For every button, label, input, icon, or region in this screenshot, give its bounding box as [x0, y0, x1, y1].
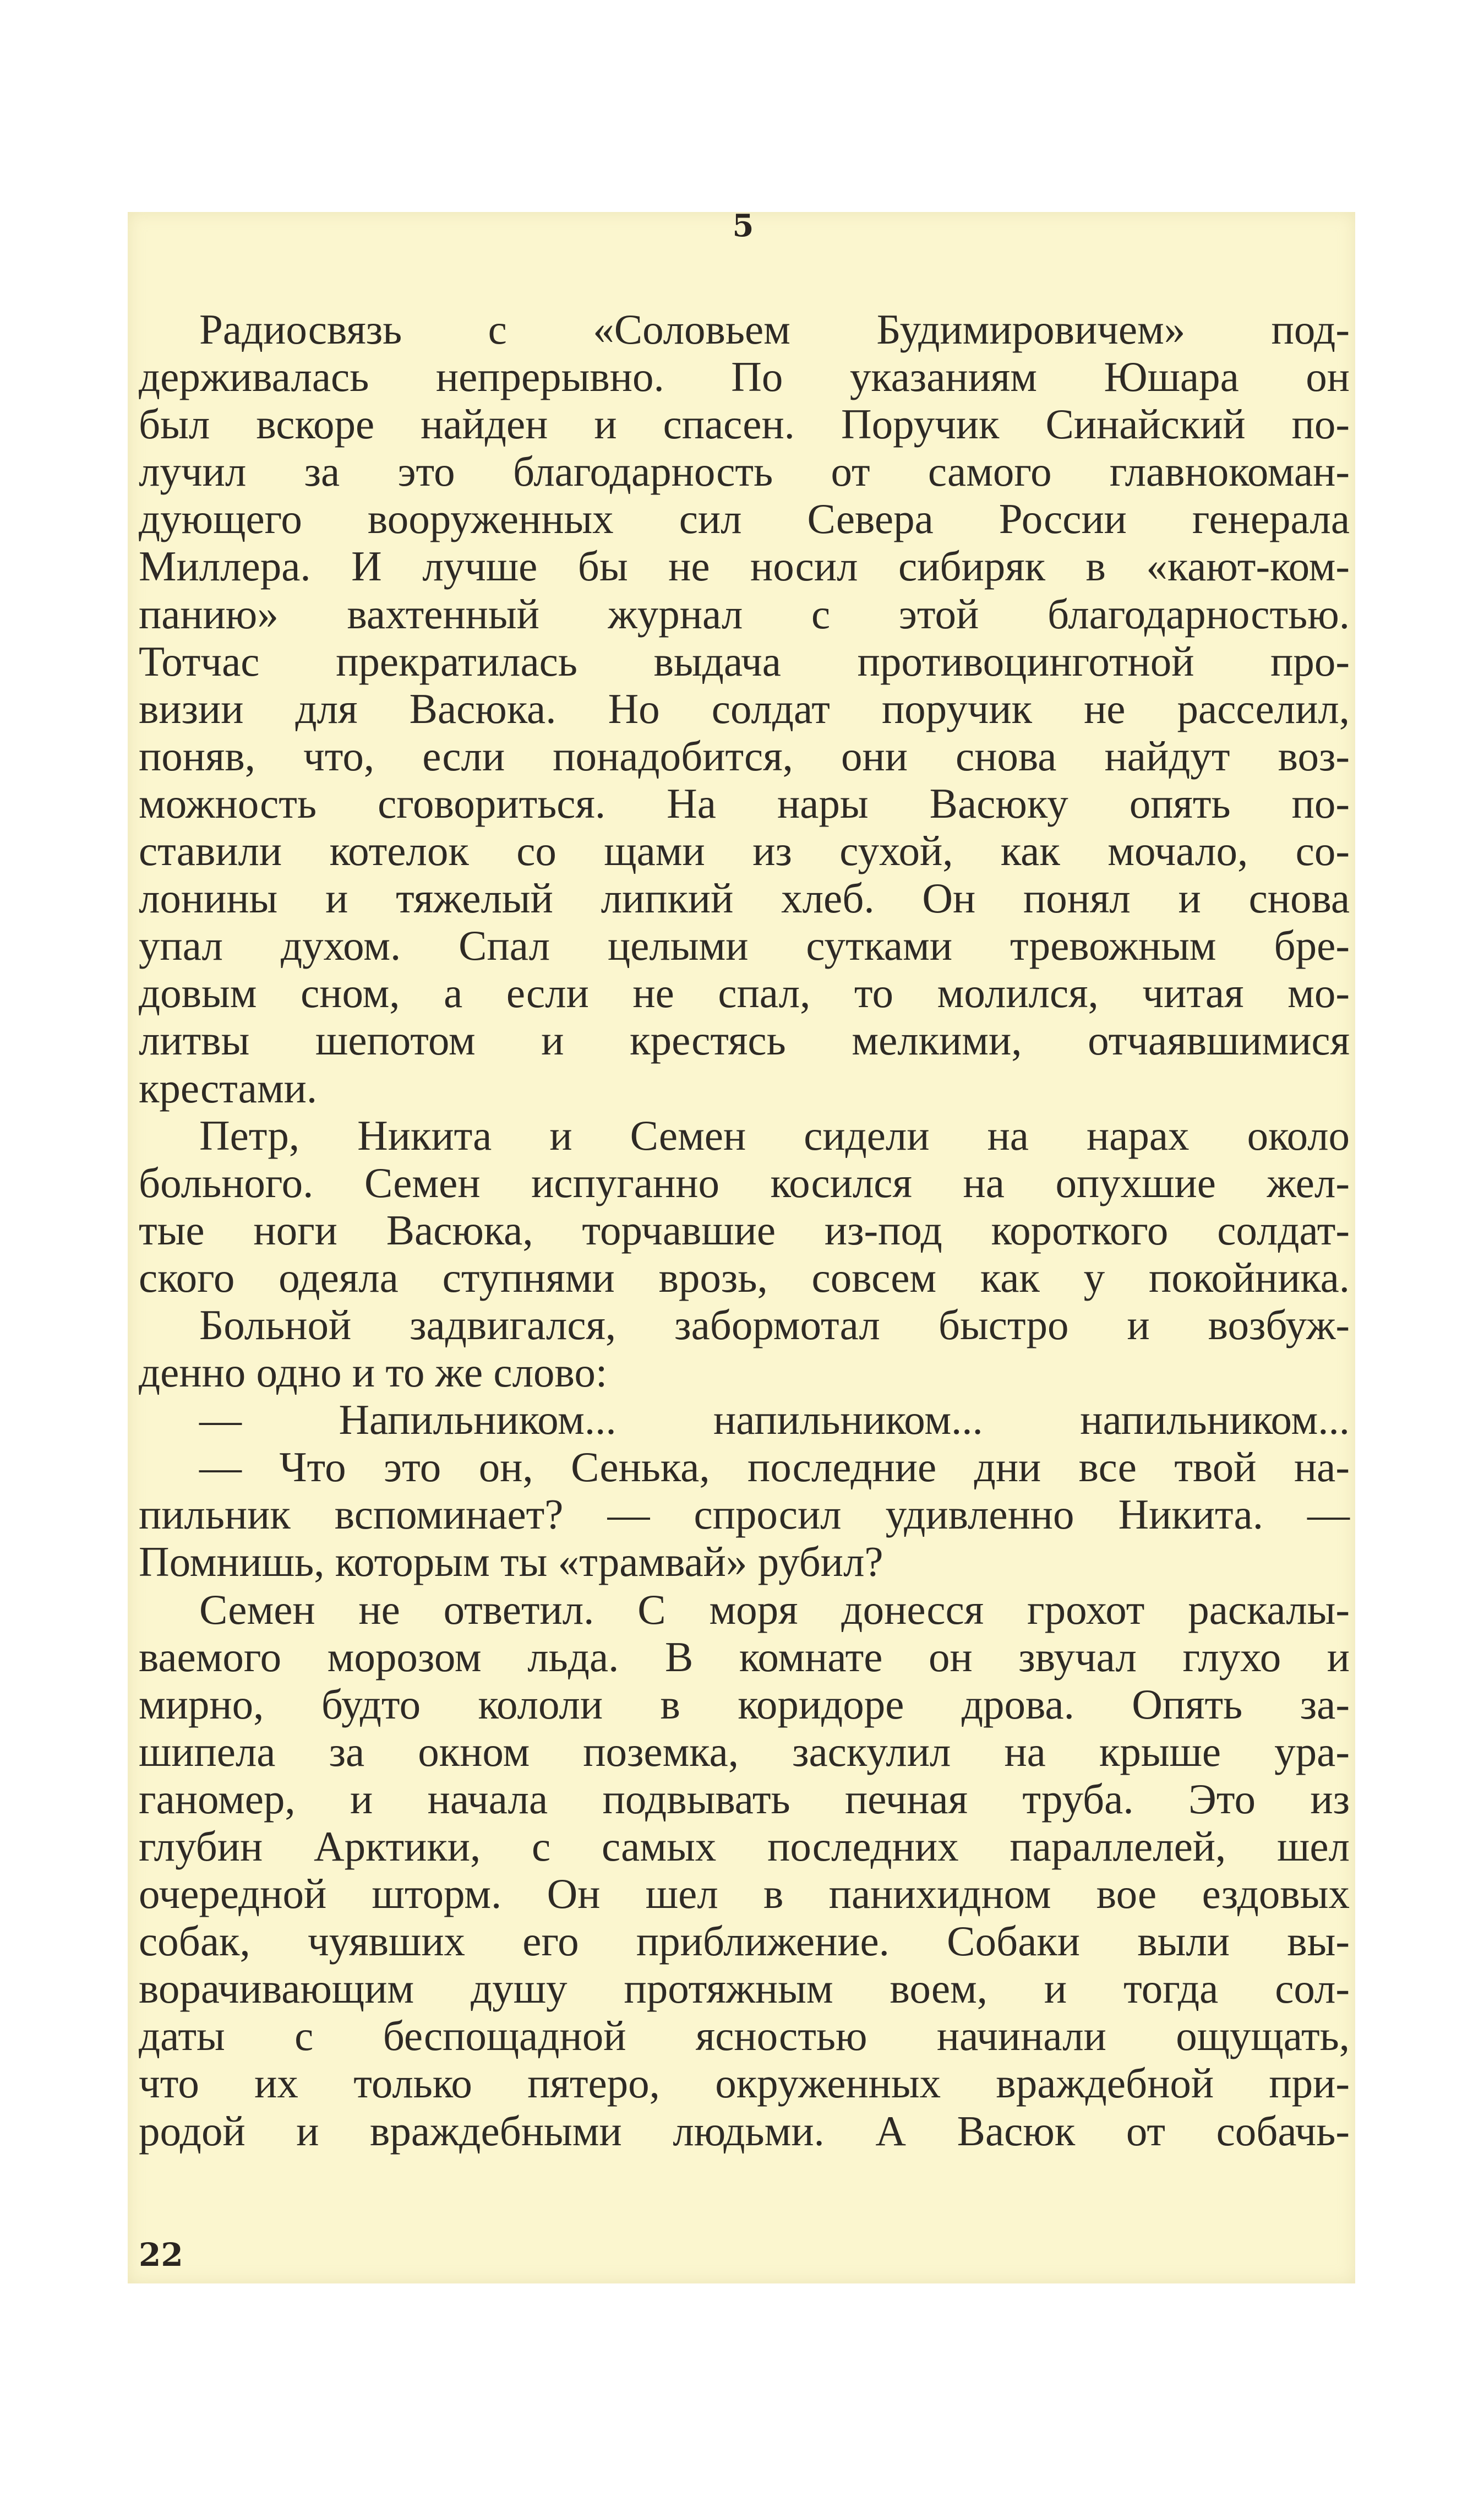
text-line: собак, чуявших его приближение. Собаки выли вы- [139, 1917, 1350, 1965]
text-line: мирно, будто кололи в коридоре дрова. Опять за- [139, 1680, 1350, 1728]
text-line: поняв, что, если понадобится, они снова найдут воз- [139, 732, 1350, 780]
text-line: денно одно и то же слово: [139, 1348, 608, 1396]
text-line: — Напильником... напильником... напильником... [199, 1396, 1350, 1444]
text-line: ставили котелок со щами из сухой, как мочало, со- [139, 827, 1350, 875]
text-line: держивалась непрерывно. По указаниям Юшара он [139, 353, 1350, 401]
text-line: больного. Семен испуганно косился на опухшие жел- [139, 1159, 1350, 1206]
text-line: тые ноги Васюка, торчавшие из-под короткого солдат- [139, 1206, 1350, 1254]
text-line: упал духом. Спал целыми сутками тревожным бре- [139, 922, 1350, 970]
text-line: довым сном, а если не спал, то молился, читая мо- [139, 969, 1350, 1017]
text-line: Миллера. И лучше бы не носил сибиряк в «кают-ком- [139, 542, 1350, 590]
text-line: ваемого морозом льда. В комнате он звучал глухо и [139, 1633, 1350, 1681]
text-line: панию» вахтенный журнал с этой благодарностью. [139, 590, 1350, 638]
text-line: Помнишь, которым ты «трамвай» рубил? [139, 1538, 883, 1586]
text-line: что их только пятеро, окруженных враждебной при- [139, 2059, 1350, 2107]
text-line: глубин Арктики, с самых последних параллелей, шел [139, 1823, 1350, 1870]
text-line: даты с беспощадной ясностью начинали ощущать, [139, 2012, 1350, 2060]
text-line: ворачивающим душу протяжным воем, и тогда сол- [139, 1965, 1350, 2013]
text-line: пильник вспоминает? — спросил удивленно Никита. — [139, 1491, 1350, 1538]
text-line: Семен не ответил. С моря донесся грохот раскалы- [199, 1585, 1350, 1633]
text-line: лучил за это благодарность от самого главнокоман- [139, 448, 1350, 496]
text-line: лонины и тяжелый липкий хлеб. Он понял и снова [139, 874, 1350, 922]
text-line: Петр, Никита и Семен сидели на нарах около [199, 1111, 1350, 1159]
text-line: ганомер, и начала подвывать печная труба. Это из [139, 1775, 1350, 1823]
text-line: литвы шепотом и крестясь мелкими, отчаявшимися [139, 1016, 1350, 1064]
text-line: ского одеяла ступнями врозь, совсем как у покойника. [139, 1253, 1350, 1301]
text-line: очередной шторм. Он шел в панихидном вое ездовых [139, 1870, 1350, 1918]
body-text [139, 306, 1350, 2155]
chapter-number: 5 [732, 208, 754, 244]
text-line: крестами. [139, 1064, 318, 1112]
text-line: можность сговориться. На нары Васюку опять по- [139, 779, 1350, 827]
text-line: Тотчас прекратилась выдача противоцинготной про- [139, 637, 1350, 685]
text-line: Больной задвигался, забормотал быстро и возбуж- [199, 1301, 1350, 1348]
page-number: 22 [139, 2236, 183, 2274]
text-line: был вскоре найден и спасен. Поручик Синайский по- [139, 400, 1350, 448]
text-line: родой и враждебными людьми. А Васюк от собачь- [139, 2107, 1350, 2155]
text-line: шипела за окном поземка, заскулил на крыше ура- [139, 1727, 1350, 1775]
text-line: — Что это он, Сенька, последние дни все твой на- [199, 1443, 1350, 1491]
text-line: дующего вооруженных сил Севера России генерала [139, 495, 1350, 543]
text-line: Радиосвязь с «Соловьем Будимировичем» под- [199, 306, 1350, 353]
text-line: визии для Васюка. Но солдат поручик не расселил, [139, 684, 1350, 732]
